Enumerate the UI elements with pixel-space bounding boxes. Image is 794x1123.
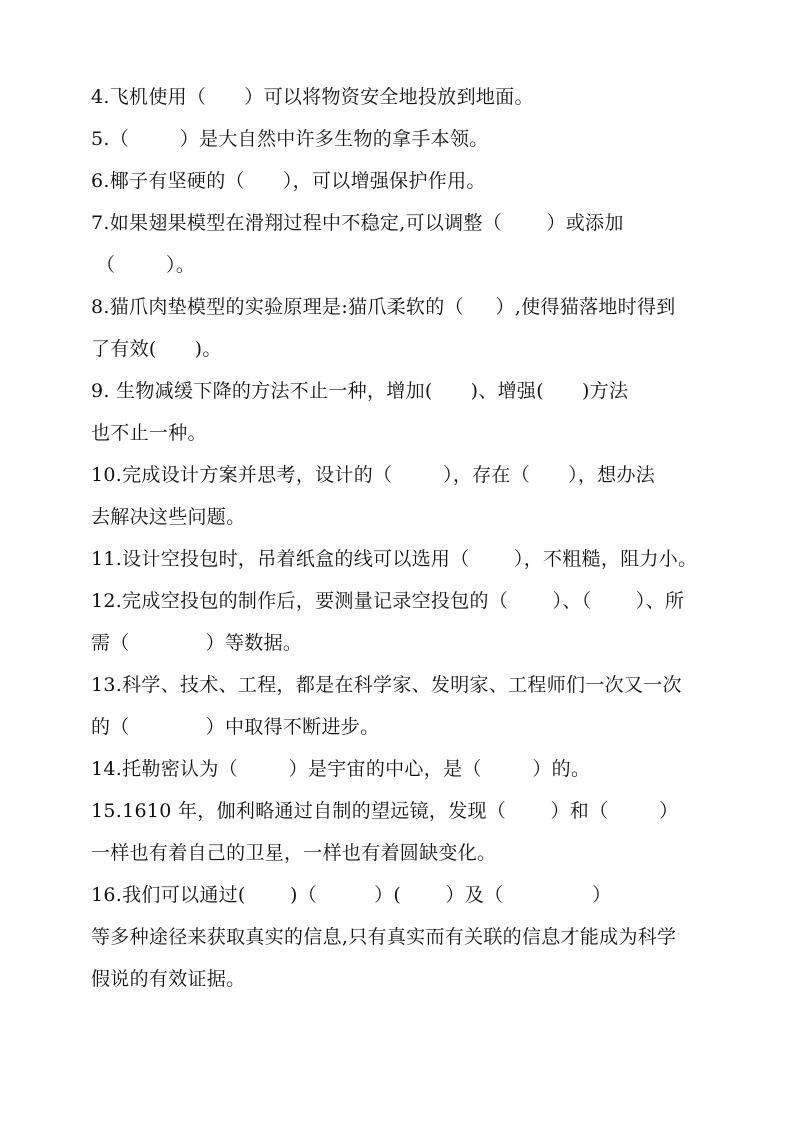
question-16-line-1: 16.我们可以通过( )（ ）( ）及（ ） xyxy=(91,884,612,906)
question-14: 14.托勒密认为（ ）是宇宙的中心，是（ ）的。 xyxy=(91,758,591,780)
question-12-line-1: 12.完成空投包的制作后，要测量记录空投包的（ ）、（ ）、所 xyxy=(91,590,685,612)
question-16-line-2: 等多种途径来获取真实的信息,只有真实而有关联的信息才能成为科学 xyxy=(91,926,677,948)
question-7-line-1: 7.如果翅果模型在滑翔过程中不稳定,可以调整（ ）或添加 xyxy=(91,212,624,234)
question-15-line-1: 15.1610 年，伽利略通过自制的望远镜，发现（ ）和（ ） xyxy=(91,800,679,822)
question-10-line-1: 10.完成设计方案并思考，设计的（ ），存在（ ），想办法 xyxy=(91,464,656,486)
question-7-line-2: （ ）。 xyxy=(96,254,196,276)
question-8-line-2: 了有效( )。 xyxy=(91,338,222,360)
question-9-line-1: 9. 生物减缓下降的方法不止一种，增加( )、增强( )方法 xyxy=(91,380,629,402)
question-6: 6.椰子有坚硬的（ ），可以增强保护作用。 xyxy=(91,170,486,192)
question-13-line-2: 的（ ）中取得不断进步。 xyxy=(91,716,380,738)
question-13-line-1: 13.科学、技术、工程，都是在科学家、发明家、工程师们一次又一次 xyxy=(91,674,682,696)
question-15-line-2: 一样也有着自己的卫星，一样也有着圆缺变化。 xyxy=(91,842,497,864)
question-11: 11.设计空投包时，吊着纸盒的线可以选用（ ），不粗糙，阻力小。 xyxy=(91,548,698,570)
question-5: 5.（ ）是大自然中许多生物的拿手本领。 xyxy=(91,128,489,150)
question-4: 4.飞机使用（ ）可以将物资安全地投放到地面。 xyxy=(91,86,534,108)
question-16-line-3: 假说的有效证据。 xyxy=(91,968,246,990)
question-12-line-2: 需（ ）等数据。 xyxy=(91,632,303,654)
question-9-line-2: 也不止一种。 xyxy=(91,422,207,444)
question-8-line-1: 8.猫爪肉垫模型的实验原理是:猫爪柔软的（ ）,使得猫落地时得到 xyxy=(91,296,676,318)
question-10-line-2: 去解决这些问题。 xyxy=(91,506,246,528)
